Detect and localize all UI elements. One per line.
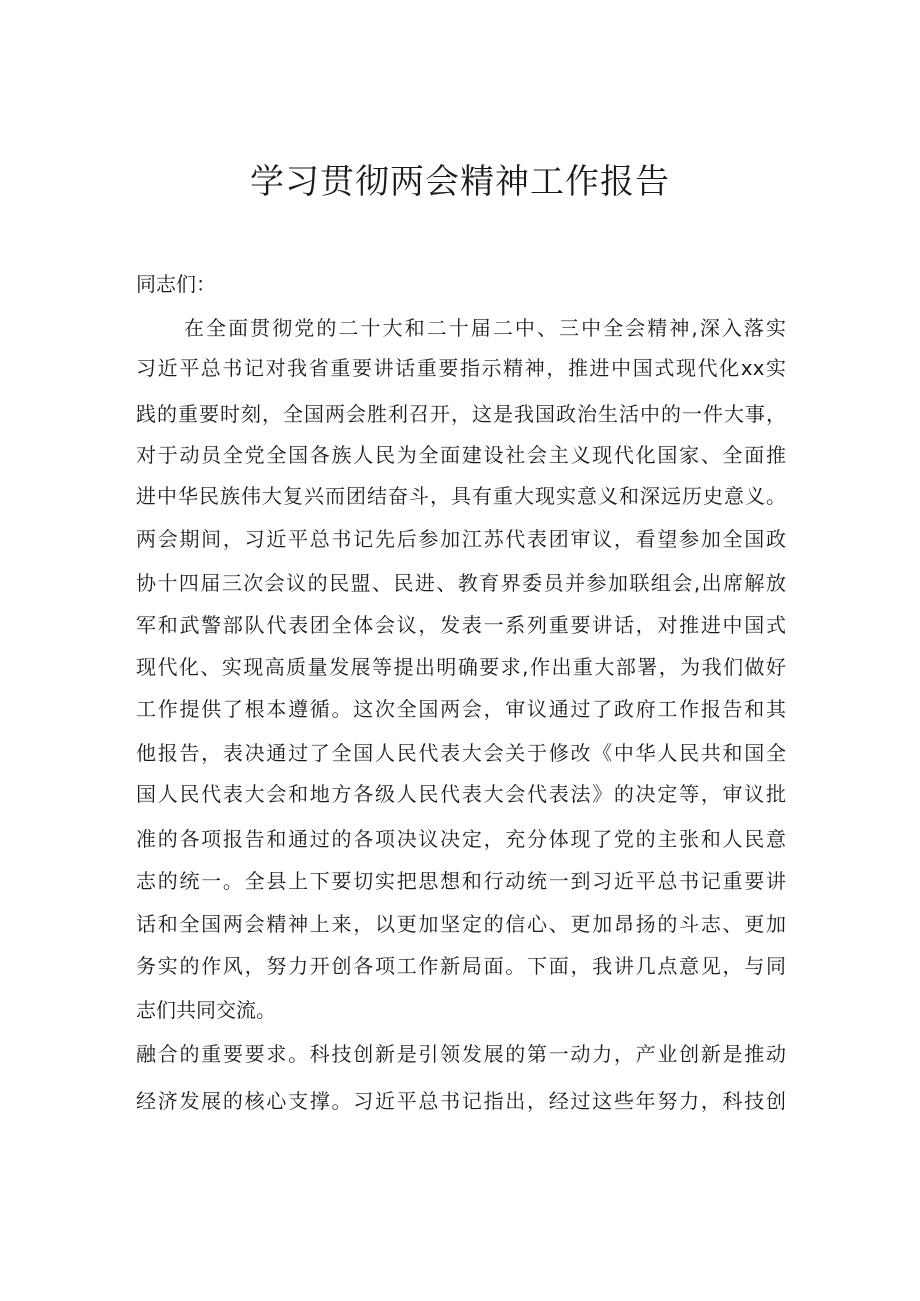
paragraph-line: 经济发展的核心支撑。习近平总书记指出，经过这些年努力，科技创 [136, 1089, 786, 1113]
paragraph-line: 他报告，表决通过了全国人民代表大会关于修改《中华人民共和国全 [136, 741, 786, 765]
paragraph-line: 践的重要时刻，全国两会胜利召开，这是我国政治生活中的一件大事， [136, 402, 786, 426]
paragraph-line: 军和武警部队代表团全体会议，发表一系列重要讲话，对推进中国式 [136, 613, 786, 637]
paragraph-line: 志们共同交流。 [136, 998, 276, 1022]
salutation: 同志们： [136, 272, 216, 296]
paragraph-line: 国人民代表大会和地方各级人民代表大会代表法》的决定等，审议批 [136, 782, 786, 806]
paragraph-line: 务实的作风，努力开创各项工作新局面。下面，我讲几点意见，与同 [136, 954, 786, 978]
paragraph-line: 进中华民族伟大复兴而团结奋斗，具有重大现实意义和深远历史意义。 [136, 484, 786, 508]
paragraph-line: 对于动员全党全国各族人民为全面建设社会主义现代化国家、全面推 [136, 443, 786, 467]
paragraph-line: 志的统一。全县上下要切实把思想和行动统一到习近平总书记重要讲 [136, 869, 786, 893]
paragraph-line: 现代化、实现高质量发展等提出明确要求,作出重大部署，为我们做好 [136, 655, 786, 679]
paragraph-line: 两会期间，习近平总书记先后参加江苏代表团审议，看望参加全国政 [136, 527, 786, 551]
paragraph-line: 习近平总书记对我省重要讲话重要指示精神，推进中国式现代化xx实 [136, 356, 786, 380]
document-title: 学习贯彻两会精神工作报告 [250, 162, 670, 202]
paragraph-line: 准的各项报告和通过的各项决议决定，充分体现了党的主张和人民意 [136, 827, 786, 851]
paragraph-line: 融合的重要要求。科技创新是引领发展的第一动力，产业创新是推动 [136, 1042, 786, 1066]
paragraph-line: 协十四届三次会议的民盟、民进、教育界委员并参加联组会,出席解放 [136, 571, 786, 595]
paragraph-line: 工作提供了根本遵循。这次全国两会，审议通过了政府工作报告和其 [136, 697, 786, 721]
paragraph-line: 在全面贯彻党的二十大和二十届二中、三中全会精神,深入落实 [184, 316, 786, 340]
paragraph-line: 话和全国两会精神上来，以更加坚定的信心、更加昂扬的斗志、更加 [136, 912, 786, 936]
